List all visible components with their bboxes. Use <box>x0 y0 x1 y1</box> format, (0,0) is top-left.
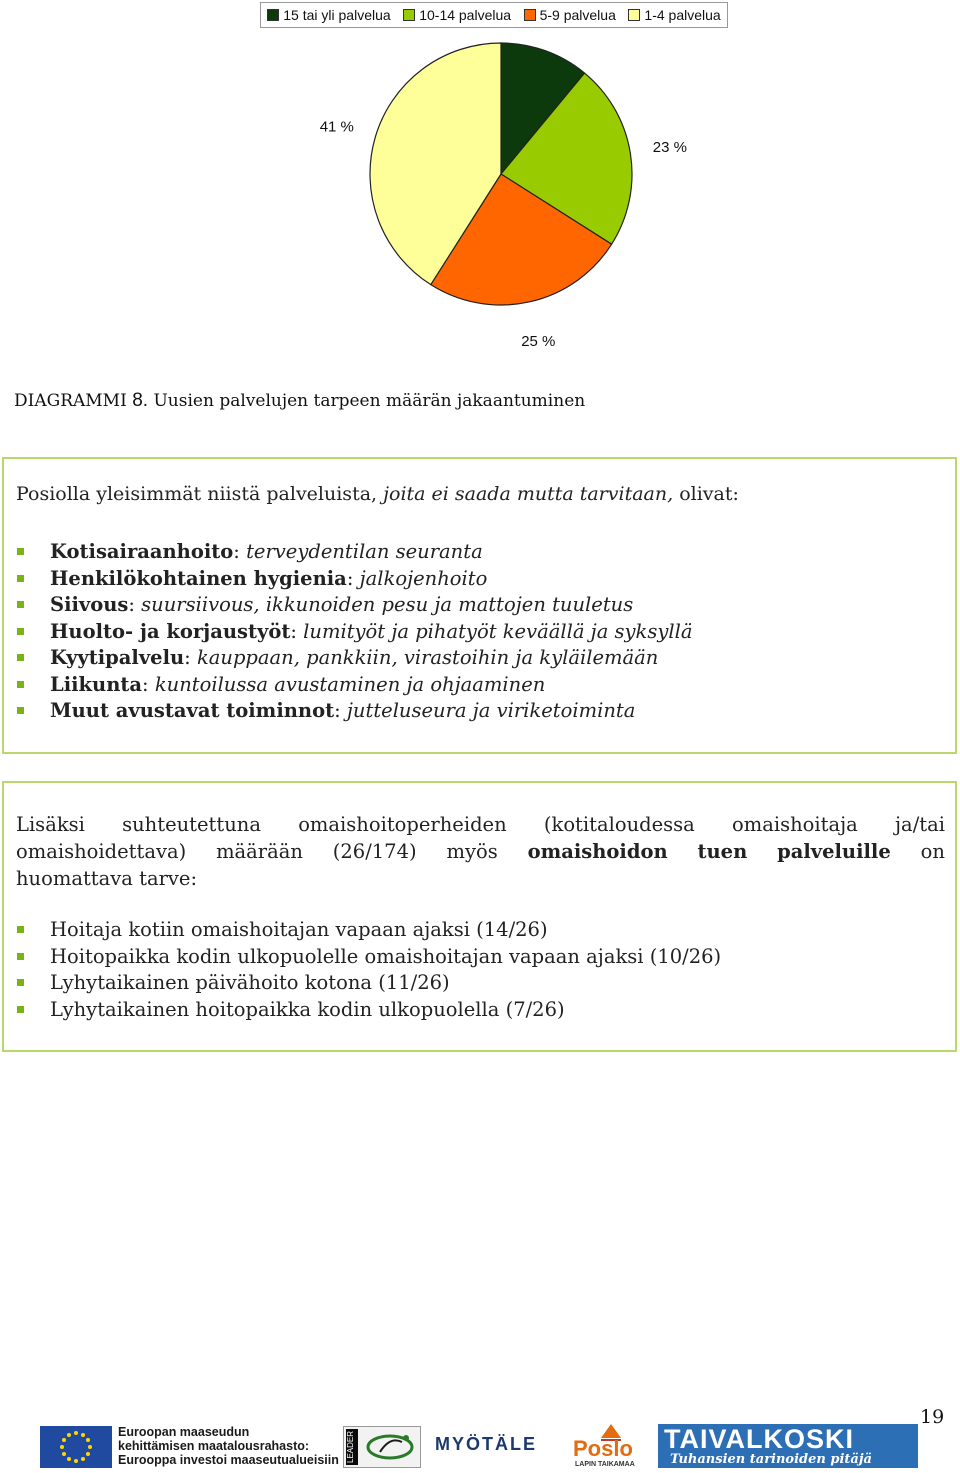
list-item: Huolto- ja korjaustyöt: lumityöt ja pihatyöt keväällä ja syksyllä <box>14 619 692 646</box>
legend-label: 5-9 palvelua <box>539 7 616 23</box>
caption-prefix: DIAGRAMMI <box>14 391 127 411</box>
legend-item <box>628 7 720 23</box>
paragraph-line <box>16 838 945 865</box>
word: (kotitaloudessa <box>543 813 695 836</box>
intro-start: Posiolla yleisimmät niistä palveluista, <box>16 483 378 505</box>
legend-label: 15 tai yli palvelua <box>283 7 391 23</box>
legend-item <box>267 7 390 23</box>
poslo-logo <box>571 1422 647 1470</box>
word: on <box>920 840 945 863</box>
word: (26/174) <box>332 840 417 863</box>
bullet-icon <box>17 926 24 933</box>
taivalkoski-slogan: Tuhansien tarinoiden pitäjä <box>670 1452 872 1467</box>
bullet-icon <box>17 681 24 688</box>
word: omaishoitaja <box>732 813 858 836</box>
item-term: Kotisairaanhoito <box>50 540 234 563</box>
bullet-icon <box>17 1006 24 1013</box>
caption-number: 8. <box>132 390 149 411</box>
item-text: Lyhytaikainen hoitopaikka kodin ulkopuolella (7/26) <box>50 997 565 1021</box>
item-desc: kuntoilussa avustaminen ja ohjaaminen <box>154 672 546 696</box>
item-term: Huolto- ja korjaustyöt <box>50 619 291 643</box>
caregiver-list <box>14 917 721 1023</box>
intro-italic: joita ei saada mutta tarvitaan, <box>383 483 674 505</box>
bullet-icon <box>17 979 24 986</box>
poslo-subtitle: LAPIN TAIKAMAA <box>575 1461 635 1468</box>
bullet-icon <box>17 628 24 635</box>
legend-swatch <box>403 9 415 21</box>
item-term: Muut avustavat toiminnot <box>50 699 335 722</box>
caption-text: Uusien palvelujen tarpeen määrän jakaantuminen <box>153 391 586 411</box>
list-item: Liikunta: kuntoilussa avustaminen ja ohjaaminen <box>14 672 692 699</box>
data-label: 25 % <box>521 332 556 350</box>
legend-label: 10-14 palvelua <box>419 7 512 23</box>
eu-line: kehittämisen maatalousrahasto: <box>118 1439 310 1453</box>
legend-swatch <box>524 9 536 21</box>
eu-fund-text <box>118 1425 339 1467</box>
data-label: 41 % <box>319 118 354 136</box>
myotale-logo: MYÖTÄLE <box>435 1434 537 1454</box>
word: määrään <box>216 840 303 863</box>
item-desc: kauppaan, pankkiin, virastoihin ja kyläilemään <box>196 646 659 669</box>
item-term: Kyytipalvelu <box>50 646 185 669</box>
data-label: 23 % <box>652 139 687 157</box>
bold-word: tuen <box>697 840 748 863</box>
bullet-icon <box>17 601 24 608</box>
services-list <box>14 539 692 725</box>
list-item <box>14 970 721 997</box>
caregiver-paragraph <box>16 811 945 892</box>
item-text: Hoitaja kotiin omaishoitajan vapaan ajaksi (14/26) <box>50 918 548 941</box>
legend-swatch <box>628 9 640 21</box>
bullet-icon <box>17 953 24 960</box>
leader-logo <box>343 1426 421 1468</box>
bullet-icon <box>17 707 24 714</box>
poslo-word: Poslo <box>573 1436 633 1461</box>
bold-word: palveluille <box>777 840 891 863</box>
list-item <box>14 917 721 944</box>
item-term: Siivous <box>50 593 129 616</box>
taivalkoski-word: TAIVALKOSKI <box>664 1424 854 1454</box>
footer-logos <box>38 1420 918 1472</box>
bullet-icon <box>17 654 24 661</box>
word: suhteutettuna <box>122 813 261 836</box>
item-desc: lumityöt ja pihatyöt keväällä ja syksyllä <box>303 619 693 643</box>
legend-item <box>524 7 616 23</box>
paragraph-line <box>16 865 945 892</box>
bullet-icon <box>17 575 24 582</box>
leader-text: LEADER <box>346 1429 358 1465</box>
bullet-icon <box>17 548 24 555</box>
word: myös <box>446 840 498 863</box>
eu-line: Eurooppa investoi maaseutualueisiin <box>118 1453 339 1467</box>
word: ja/tai <box>895 813 945 836</box>
page-number: 19 <box>920 1406 945 1428</box>
list-item: Siivous: suursiivous, ikkunoiden pesu ja mattojen tuuletus <box>14 592 692 619</box>
list-item <box>14 997 721 1024</box>
list-item <box>14 944 721 971</box>
taivalkoski-logo <box>658 1424 918 1468</box>
item-text: Lyhytaikainen päivähoito kotona (11/26) <box>50 971 450 994</box>
paragraph-line <box>16 811 945 838</box>
word: omaishoitoperheiden <box>298 813 507 836</box>
pie-chart <box>0 30 960 360</box>
eu-flag-icon <box>40 1426 112 1468</box>
figure-caption <box>14 390 585 412</box>
legend-swatch <box>267 9 279 21</box>
item-desc: jalkojenhoito <box>359 566 488 590</box>
word: Lisäksi <box>16 813 85 836</box>
legend-label: 1-4 palvelua <box>644 7 721 23</box>
list-item: Muut avustavat toiminnot: jutteluseura ja viriketoiminta <box>14 698 692 725</box>
item-desc: jutteluseura ja viriketoiminta <box>346 699 636 722</box>
chart-legend <box>260 2 728 28</box>
legend-item <box>403 7 511 23</box>
list-item: Henkilökohtainen hygienia: jalkojenhoito <box>14 566 692 593</box>
word: omaishoidettava) <box>16 840 187 863</box>
eu-line: Euroopan maaseudun <box>118 1425 250 1439</box>
item-term: Liikunta <box>50 672 143 696</box>
intro-end: olivat: <box>679 483 739 505</box>
services-box <box>2 457 957 754</box>
item-desc: suursiivous, ikkunoiden pesu ja mattojen tuuletus <box>141 593 634 616</box>
item-term: Henkilökohtainen hygienia <box>50 566 347 590</box>
list-item: Kyytipalvelu: kauppaan, pankkiin, virastoihin ja kyläilemään <box>14 645 692 672</box>
item-text: Hoitopaikka kodin ulkopuolelle omaishoitajan vapaan ajaksi (10/26) <box>50 944 722 968</box>
word: huomattava tarve: <box>16 867 198 890</box>
item-desc: terveydentilan seuranta <box>246 540 483 563</box>
list-item: Kotisairaanhoito: terveydentilan seuranta <box>14 539 692 566</box>
caregiver-box <box>2 781 957 1052</box>
bold-word: omaishoidon <box>527 840 668 863</box>
services-intro <box>16 483 943 505</box>
